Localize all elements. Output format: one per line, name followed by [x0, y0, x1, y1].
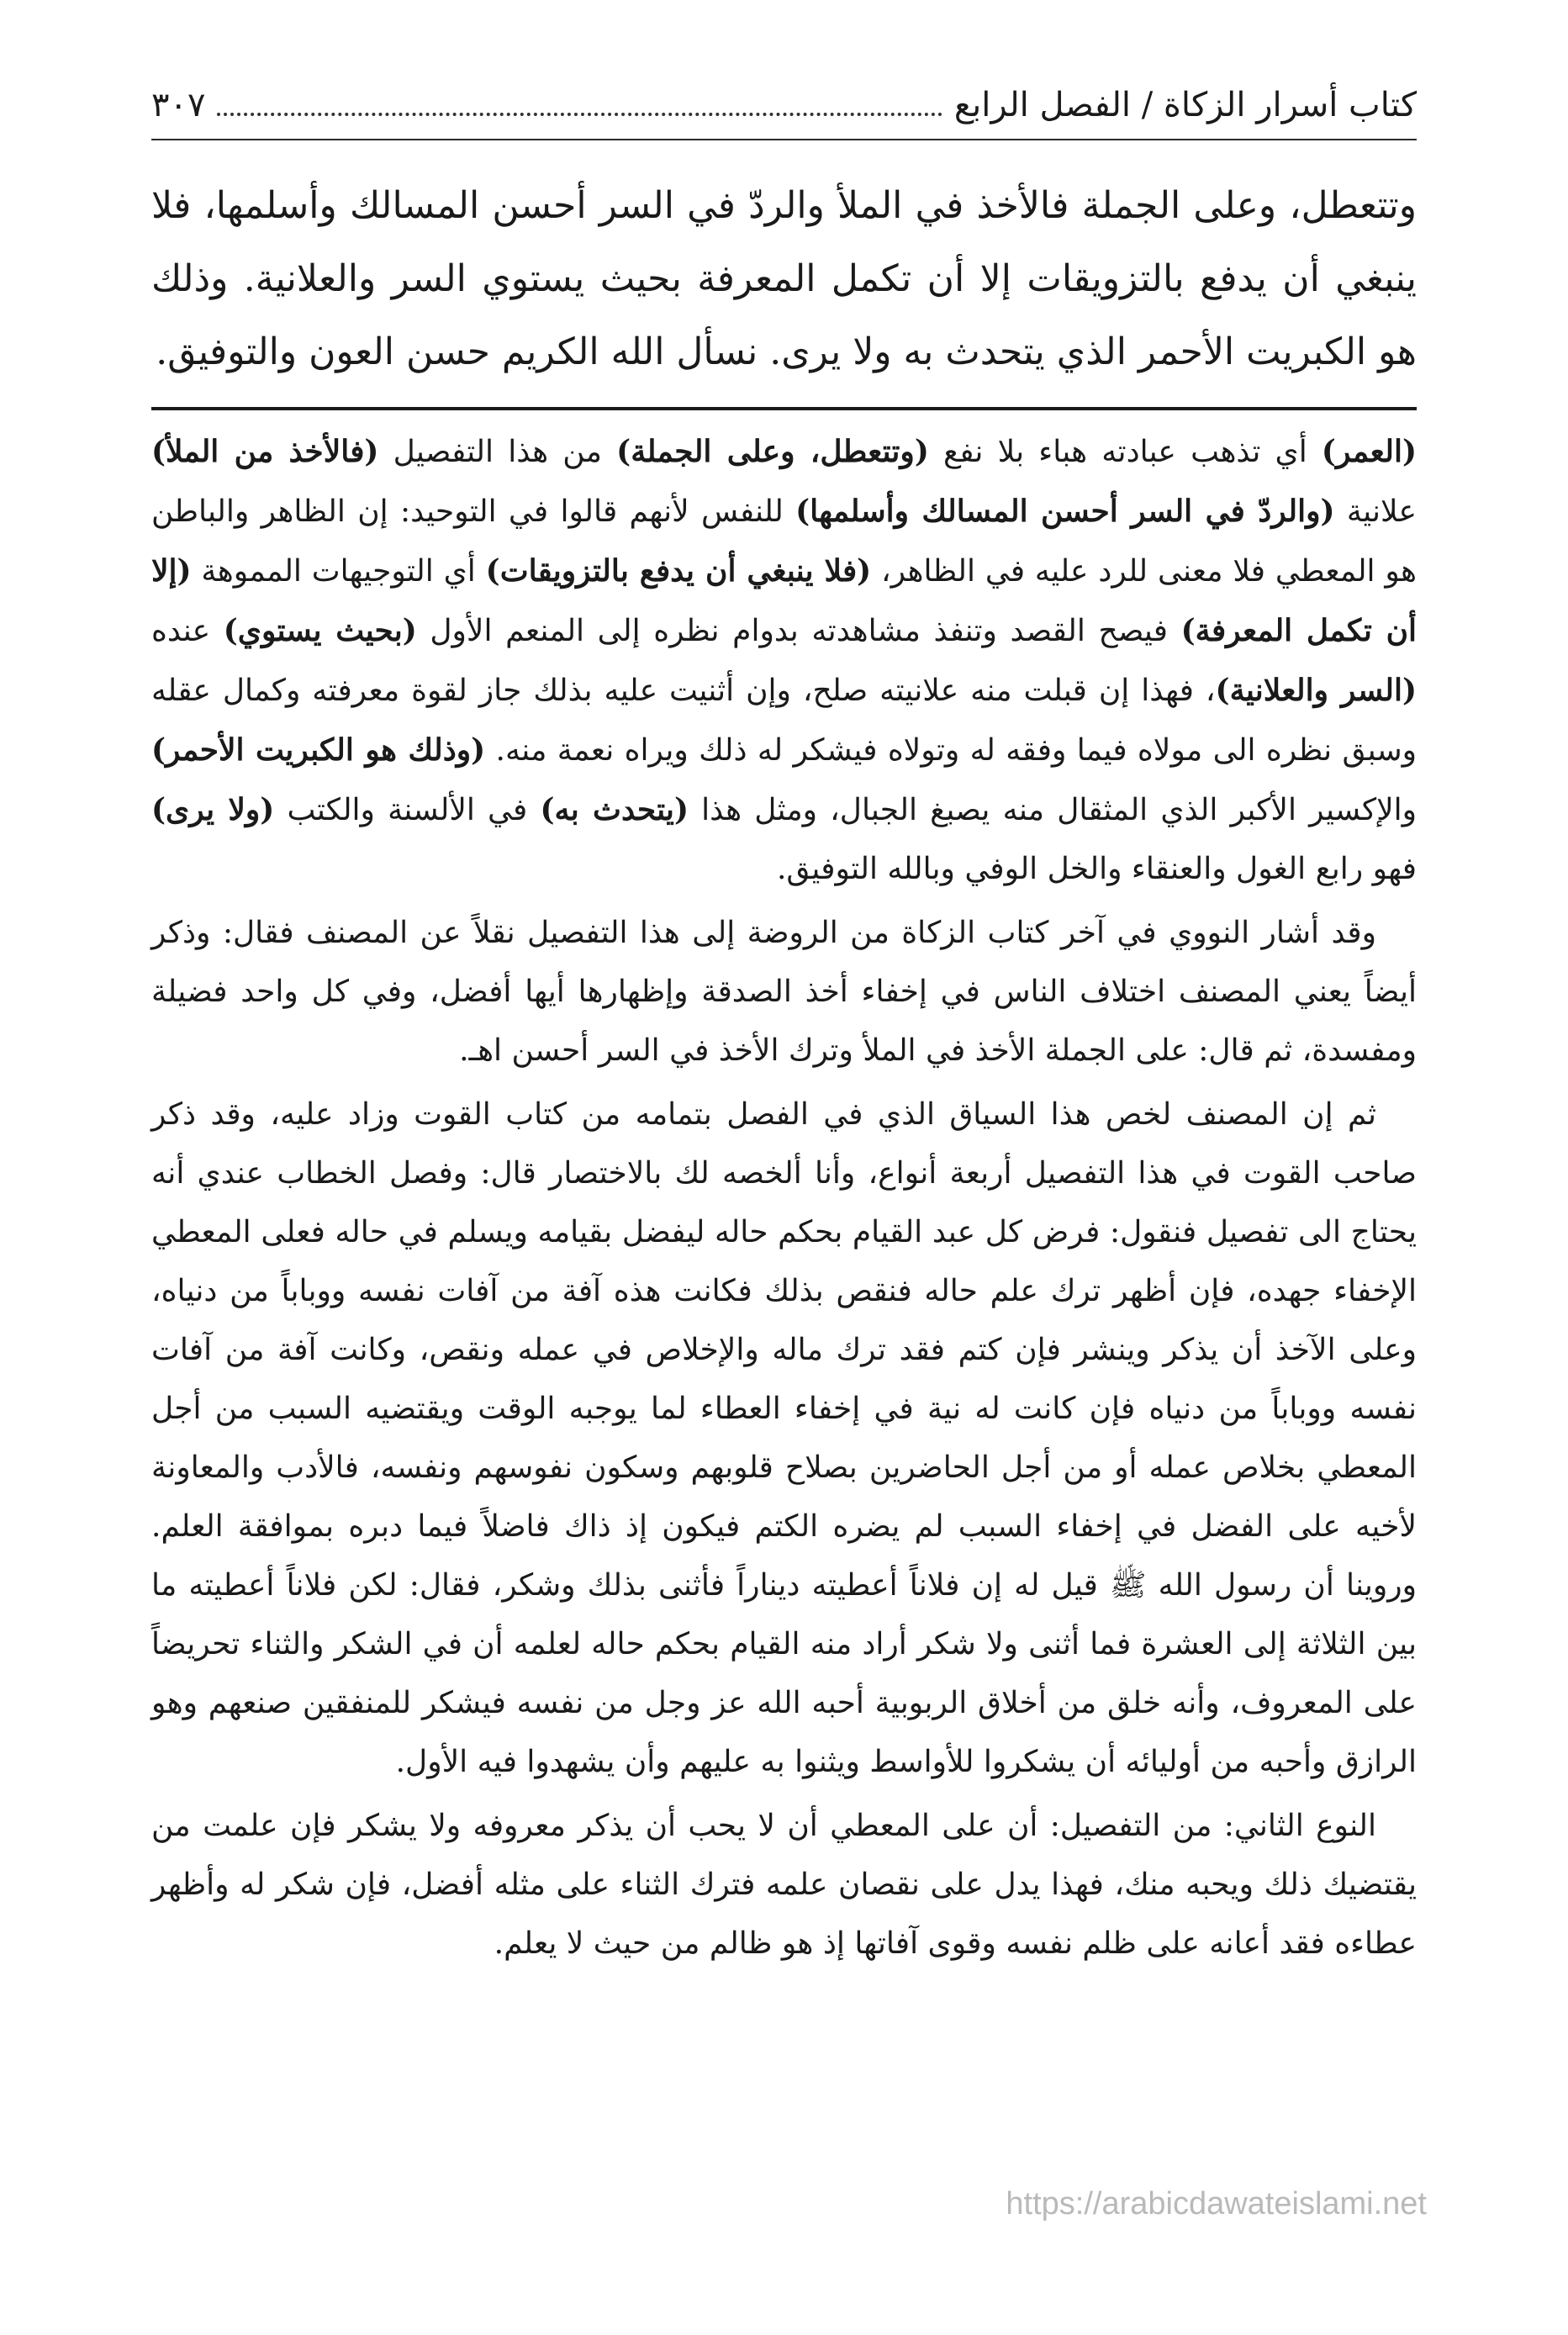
page-number: ٣٠٧ — [151, 86, 206, 124]
quoted-phrase: (والردّ في السر أحسن المسالك وأسلمها) — [795, 494, 1335, 529]
commentary-paragraph-2: وقد أشار النووي في آخر كتاب الزكاة من الروضة إلى هذا التفصيل نقلاً عن المصنف فقال: وذكر أيضاً يعني المصنف اختلاف الناس في إخفاء أخذ الصدقة وإظهارها أيها أفضل، وفي كل واحد فضيلة ومفسدة، ثم قال: على الجملة الأخذ في الملأ وترك الأخذ في السر أحسن اهـ. — [151, 916, 1417, 1068]
quoted-phrase: (وذلك هو الكبريت الأحمر) — [151, 732, 486, 768]
quoted-phrase: (إلا أن تكمل المعرفة) — [151, 553, 1418, 648]
commentary-text: علانية — [1334, 494, 1417, 529]
commentary — [151, 422, 1417, 1973]
quoted-phrase: (بحيث يستوي) — [223, 613, 417, 648]
commentary-paragraph-1 — [151, 422, 1417, 899]
commentary-text: والإكسير الأكبر الذي المثقال منه يصبغ الجبال، ومثل هذا — [689, 793, 1418, 827]
quoted-phrase: (ولا يرى) — [151, 792, 275, 827]
commentary-paragraph-3: ثم إن المصنف لخص هذا السياق الذي في الفصل بتمامه من كتاب القوت وزاد عليه، وقد ذكر صاحب القوت في هذا التفصيل أربعة أنواع، وأنا ألخصه لك بالاختصار قال: وفصل الخطاب عندي أنه يحتاج الى تفصيل فنقول: فرض كل عبد القيام بحكم حاله ليفضل بقيامه ويسلم في حاله فعلى المعطي الإخفاء جهده، فإن أظهر ترك علم حاله فنقص بذلك فكانت هذه آفة من آفات نفسه ووباباً من دنياه، وعلى الآخذ أن يذكر وينشر فإن كتم فقد ترك ماله والإخلاص في عمله ونقص، وكانت آفة من آفات نفسه ووباباً من دنياه فإن كانت له نية في إخفاء العطاء لما يوجبه الوقت ويقتضيه السبب من أجل المعطي بخلاص عمله أو من أجل الحاضرين بصلاح قلوبهم وسكون نفوسهم ونفسه، فالأدب والمعاونة لأخيه على الفضل في إخفاء السبب لم يضره الكتم فيكون إذ ذاك فاضلاً فيما دبره بموافقة العلم. وروينا أن رسول الله ﷺ قيل له إن فلاناً أعطيته ديناراً فأثنى بذلك وشكر، فقال: لكن فلاناً أعطيته ما بين الثلاثة إلى العشرة فما أثنى ولا شكر أراد منه القيام بحكم حاله لعلمه أن في الشكر والثناء تحريضاً على المعروف، وأنه خلق من أخلاق الربوبية أحبه الله عز وجل من نفسه فيشكر للمنفقين صنعهم وهو الرازق وأحبه من أوليائه أن يشكروا للأواسط ويثنوا به عليهم وأن يشهدوا فيه الأول. — [151, 1097, 1418, 1779]
commentary-text: من هذا التفصيل — [378, 435, 617, 469]
commentary-text: ، فهذا إن قبلت منه علانيته صلح، وإن أثنيت عليه بذلك جاز لقوة معرفته وكمال عقله وسبق نظره الى مولاه فيما وفقه له وتولاه فيشكر له ذلك ويراه نعمة منه. — [151, 674, 1417, 768]
main-text-paragraph: وتتعطل، وعلى الجملة فالأخذ في الملأ والردّ في السر أحسن المسالك وأسلمها، فلا ينبغي أن يدفع بالتزويقات إلا أن تكمل المعرفة بحيث يستوي السر والعلانية. وذلك هو الكبريت الأحمر الذي يتحدث به ولا يرى. نسأل الله الكريم حسن العون والتوفيق. — [151, 184, 1417, 373]
commentary-text: للنفس لأنهم قالوا في التوحيد: إن الظاهر والباطن هو المعطي فلا معنى للرد عليه في الظاهر، — [151, 494, 1417, 589]
watermark-url: https://arabicdawateislami.net — [1006, 2186, 1427, 2221]
text-commentary-divider — [151, 407, 1417, 410]
commentary-text: فهو رابع الغول والعنقاء والخل الوفي وبالله التوفيق. — [776, 852, 1417, 886]
commentary-text: أي التوجيهات المموهة — [191, 554, 486, 589]
commentary-text: فيصح القصد وتنفذ مشاهدته بدوام نظره إلى المنعم الأول — [416, 614, 1181, 648]
quoted-phrase: (العمر) — [1321, 434, 1417, 469]
quoted-phrase: (يتحدث به) — [540, 792, 689, 827]
header-title: كتاب أسرار الزكاة / الفصل الرابع — [953, 86, 1417, 124]
commentary-text: أي تذهب عبادته هباء بلا نفع — [928, 435, 1322, 469]
commentary-text: في الألسنة والكتب — [274, 793, 541, 827]
main-text — [151, 169, 1417, 388]
quoted-phrase: (وتتعطل، وعلى الجملة) — [616, 434, 929, 469]
quoted-phrase: (فالأخذ من الملأ) — [151, 434, 379, 469]
running-header — [151, 80, 1417, 140]
header-leader-dots — [217, 87, 942, 116]
commentary-text: عنده — [151, 614, 224, 648]
commentary-paragraph-4: النوع الثاني: من التفصيل: أن على المعطي أن لا يحب أن يذكر معروفه ولا يشكر فإن علمت من يقتضيك ذلك ويحبه منك، فهذا يدل على نقصان علمه فترك الثناء على مثله أفضل، فإن شكر له وأظهر عطاءه فقد أعانه على ظلم نفسه وقوى آفاتها إذ هو ظالم من حيث لا يعلم. — [151, 1809, 1417, 1961]
quoted-phrase: (السر والعلانية) — [1215, 673, 1418, 708]
quoted-phrase: (فلا ينبغي أن يدفع بالتزويقات) — [485, 553, 872, 589]
